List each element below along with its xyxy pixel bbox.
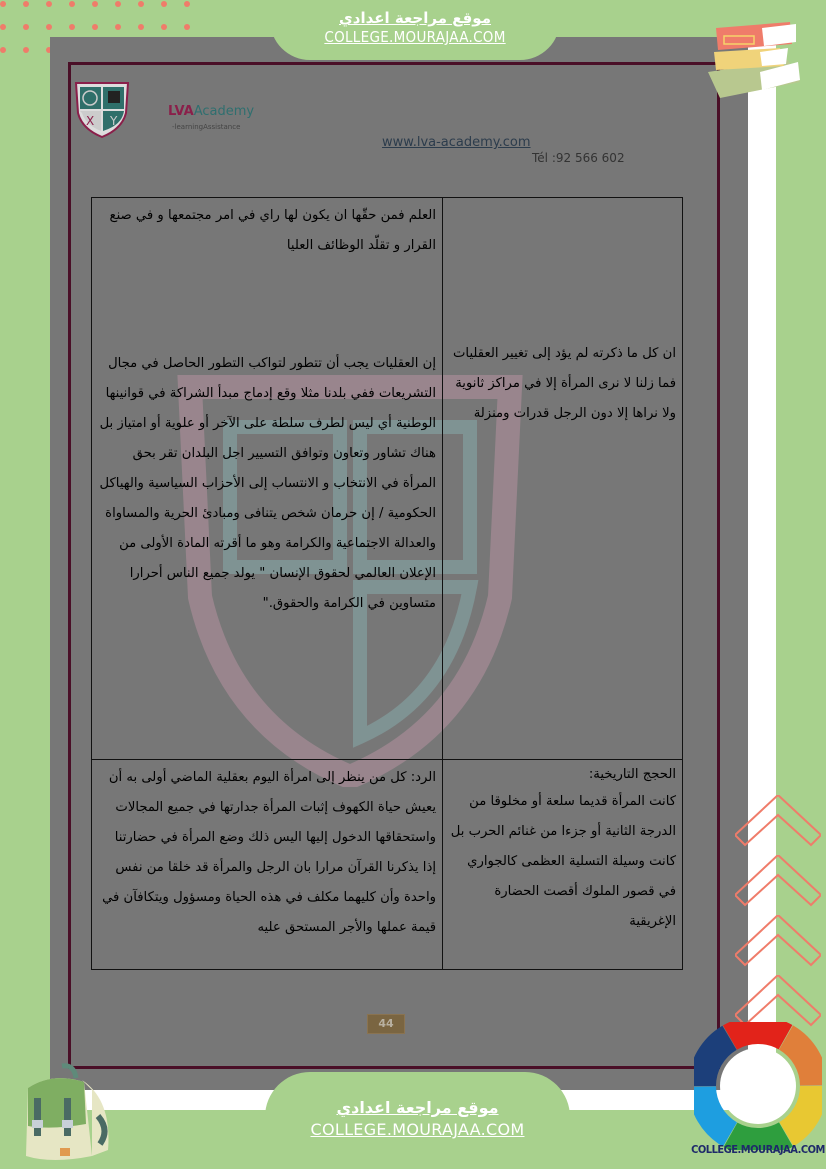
page-number-badge: 44 bbox=[367, 1014, 405, 1034]
brand-block bbox=[168, 104, 254, 131]
svg-text:Y: Y bbox=[110, 114, 118, 128]
decorative-dot bbox=[161, 24, 167, 30]
chevron-up-icon bbox=[735, 795, 821, 855]
table-cell-left bbox=[92, 198, 443, 760]
phone-number: Tél :92 566 602 bbox=[532, 151, 625, 165]
site-banner-url[interactable]: COLLEGE.MOURAJAA.COM bbox=[310, 1120, 525, 1139]
cell-paragraph: ان كل ما ذكرته لم يؤد إلى تغيير العقليات فما زلنا لا نرى المرأة إلا في مراكز ثانوية ولا نراها إلا دون الرجل قدرات ومنزلة bbox=[453, 346, 676, 421]
scanned-page bbox=[50, 37, 748, 1090]
site-banner-arabic: موقع مراجعة اعدادي bbox=[336, 1098, 499, 1117]
decorative-dot bbox=[0, 24, 6, 30]
decorative-dot bbox=[184, 1, 190, 7]
cell-paragraph: الرد: كل من ينظر إلى امرأة اليوم بعقلية الماضي أولى به أن يعيش حياة الكهوف إثبات المرأة جدارتها في جميع المجالات واستحقاقها الدخول إليها اليس ذلك وضع المرأة في حضارتنا إذا يذكرنا القرآن مرارا بان الرجل والمرأة قد خلقا من نفس واحدة وأن كليهما مكلف في هذه الحياة ومسؤول ويتكافآن في قيمة عملها والأجر المستحق عليه bbox=[102, 770, 436, 935]
brand-tagline: -learningAssistance bbox=[172, 123, 241, 131]
site-banner-bottom[interactable] bbox=[265, 1072, 570, 1169]
books-stack-icon bbox=[700, 10, 810, 100]
table-row bbox=[92, 198, 683, 760]
academy-shield-icon bbox=[72, 79, 132, 139]
decorative-dot bbox=[69, 1, 75, 7]
brand-name-rest: Academy bbox=[193, 104, 255, 119]
content-table bbox=[91, 197, 683, 970]
site-banner-url[interactable]: COLLEGE.MOURAJAA.COM bbox=[324, 28, 506, 46]
chevron-up-icon bbox=[735, 855, 821, 915]
corner-logo-label[interactable]: COLLEGE.MOURAJAA.COM bbox=[691, 1143, 825, 1156]
contact-block bbox=[382, 135, 625, 165]
cell-paragraph: إن العقليات يجب أن تتطور لتواكب التطور الحاصل في مجال التشريعات ففي بلدنا مثلا وقع إدماج مبدأ الشراكة في قوانينها الوطنية أي ليس لطرف سلطة على الآخر أو علوية أو امتياز بل هناك تشاور وتعاون وتوافق التسيير اجل البلدان تقر بحق المرأة في الانتخاب و الانتساب إلى الأحزاب السياسية والهياكل الحكومية / إن حرمان شخص يتنافى ومبادئ الحرية والمساواة والعدالة الاجتماعية والكرامة وهو ما أقرته المادة الأولى من الإعلان العالمي لحقوق الإنسان " يولد جميع الناس أحرارا متساوين في الكرامة والحقوق." bbox=[99, 356, 436, 611]
table-cell-left bbox=[92, 760, 443, 970]
decorative-dot bbox=[92, 1, 98, 7]
decorative-dot bbox=[138, 1, 144, 7]
decorative-dot bbox=[115, 24, 121, 30]
decorative-dot bbox=[0, 1, 6, 7]
decorative-dot bbox=[46, 24, 52, 30]
brand-name-bold: LVA bbox=[168, 104, 194, 119]
svg-text:X: X bbox=[86, 114, 95, 128]
cell-paragraph: العلم فمن حقّها ان يكون لها راي في امر مجتمعها و في صنع القرار و تقلّد الوظائف العليا bbox=[109, 208, 436, 253]
decorative-dot bbox=[69, 24, 75, 30]
table-cell-right bbox=[443, 198, 683, 760]
decorative-dot bbox=[23, 1, 29, 7]
decorative-dot bbox=[138, 24, 144, 30]
decorative-dot bbox=[184, 24, 190, 30]
decorative-dot bbox=[23, 24, 29, 30]
table-cell-right bbox=[443, 760, 683, 970]
cell-paragraph: كانت المرأة قديما سلعة أو مخلوقا من الدرجة الثانية أو جزءا من غنائم الحرب بل كانت وسيلة التسلية العظمى كالجواري في قصور الملوك أقصت الحضارة الإغريقية bbox=[450, 794, 676, 929]
table-row bbox=[92, 760, 683, 970]
backpack-icon bbox=[12, 1060, 112, 1168]
site-banner-arabic: موقع مراجعة اعدادي bbox=[339, 9, 491, 27]
decorative-dot bbox=[23, 47, 29, 53]
decorative-dot bbox=[161, 1, 167, 7]
chevron-up-icon bbox=[735, 915, 821, 975]
website-link[interactable]: www.lva-academy.com bbox=[382, 135, 531, 150]
decorative-dot bbox=[0, 47, 6, 53]
brand-name bbox=[168, 104, 254, 119]
decorative-dot bbox=[115, 1, 121, 7]
site-banner-top[interactable] bbox=[270, 0, 560, 60]
decorative-dot bbox=[92, 24, 98, 30]
decorative-dot bbox=[46, 1, 52, 7]
college-wheel-logo-icon bbox=[694, 1022, 822, 1150]
cell-heading: الحجج التاريخية: bbox=[588, 767, 676, 782]
